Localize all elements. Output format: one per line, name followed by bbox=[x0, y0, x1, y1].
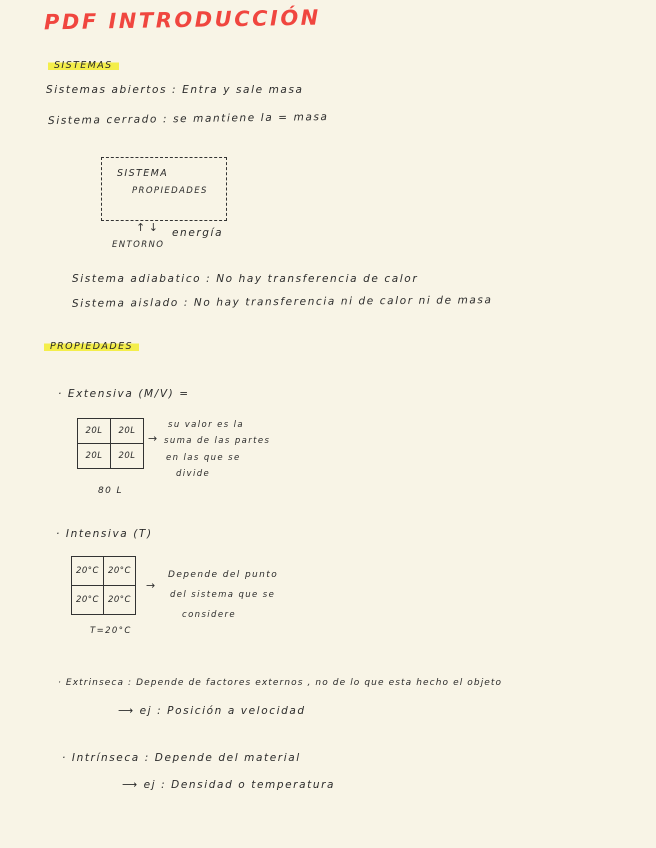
page-title: PDF INTRODUCCIÓN bbox=[43, 5, 321, 35]
extensiva-label: · Extensiva (M/V) = bbox=[58, 388, 190, 400]
grid-cell: 20L bbox=[111, 444, 144, 469]
sistema-abierto-text: Sistemas abiertos : Entra y sale masa bbox=[46, 84, 304, 96]
sistemas-heading: SISTEMAS bbox=[48, 60, 119, 71]
propiedades-heading: PROPIEDADES bbox=[44, 341, 139, 352]
extensiva-total: 80 L bbox=[98, 486, 123, 496]
extensiva-desc-1: su valor es la bbox=[168, 420, 245, 430]
box-line-propiedades: PROPIEDADES bbox=[132, 186, 208, 196]
grid-cell: 20°C bbox=[104, 586, 136, 615]
entorno-label: ENTORNO bbox=[112, 240, 165, 250]
extensiva-desc-4: divide bbox=[176, 469, 211, 479]
extensiva-arrow-icon: → bbox=[148, 432, 158, 445]
intrinseca-example: ⟶ ej : Densidad o temperatura bbox=[122, 779, 336, 791]
grid-cell: 20°C bbox=[72, 586, 104, 615]
sistema-cerrado-text: Sistema cerrado : se mantiene la = masa bbox=[47, 111, 329, 127]
sistema-adiabatico-text: Sistema adiabatico : No hay transferencia de calor bbox=[72, 273, 419, 285]
sistema-aislado-text: Sistema aislado : No hay transferencia ni de calor ni de masa bbox=[71, 294, 493, 310]
grid-cell: 20°C bbox=[104, 557, 136, 586]
grid-cell: 20L bbox=[78, 444, 111, 469]
energy-arrows-icon: ↑ ↓ bbox=[136, 221, 158, 234]
grid-cell: 20°C bbox=[72, 557, 104, 586]
grid-cell: 20L bbox=[78, 419, 111, 444]
intensiva-grid bbox=[71, 556, 136, 615]
extensiva-grid bbox=[77, 418, 144, 469]
intensiva-label: · Intensiva (T) bbox=[56, 528, 153, 540]
intensiva-desc-3: considere bbox=[182, 610, 237, 620]
intensiva-desc-2: del sistema que se bbox=[170, 590, 276, 600]
intrinseca-label: · Intrínseca : Depende del material bbox=[62, 752, 301, 764]
intensiva-desc-1: Depende del punto bbox=[168, 570, 279, 580]
extrinseca-example: ⟶ ej : Posición a velocidad bbox=[118, 705, 306, 717]
extensiva-desc-2: suma de las partes bbox=[164, 436, 271, 446]
extensiva-desc-3: en las que se bbox=[166, 453, 241, 463]
intensiva-arrow-icon: → bbox=[146, 579, 156, 592]
extrinseca-label: · Extrinseca : Depende de factores externos , no de lo que esta hecho el objeto bbox=[58, 678, 503, 688]
box-line-sistema: SISTEMA bbox=[117, 168, 169, 179]
grid-cell: 20L bbox=[111, 419, 144, 444]
intensiva-total: T=20°C bbox=[90, 626, 132, 636]
energia-label: energía bbox=[172, 227, 224, 239]
